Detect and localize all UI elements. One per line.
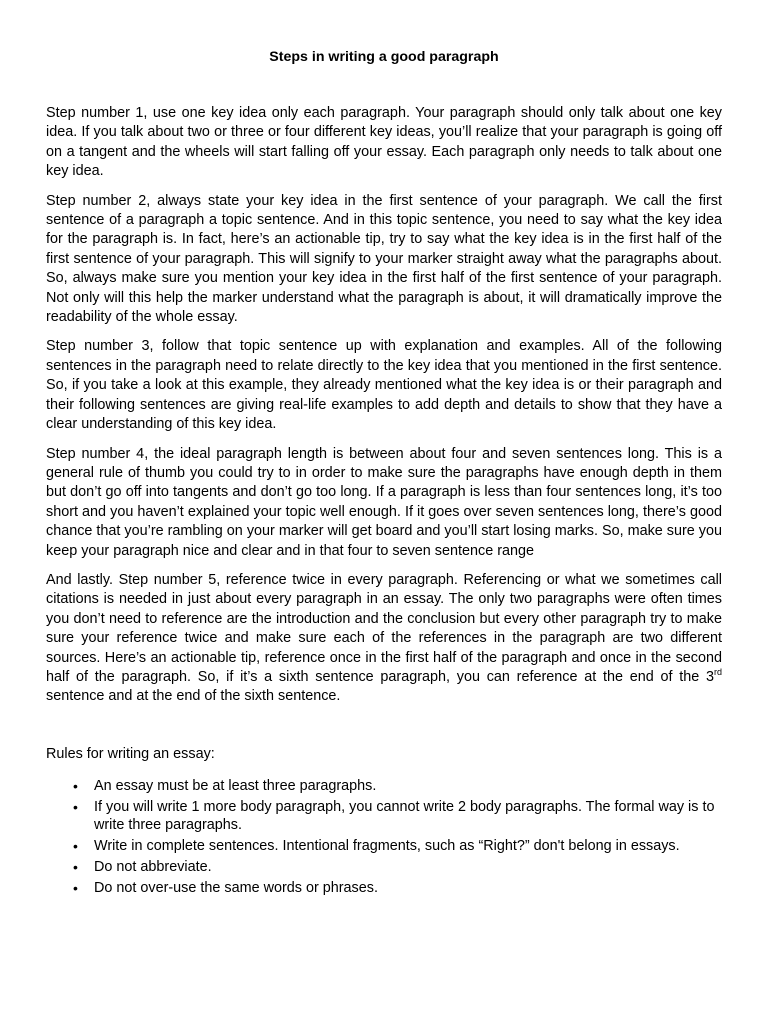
- ordinal-superscript: rd: [713, 667, 722, 678]
- paragraph-step-4: Step number 4, the ideal paragraph length is between about four and seven sentences long. This is a general rule of thumb you could try to in order to make sure the paragraphs have enough depth in them but don’t go off into tangents and don’t go too long. If a paragraph is less than four sentences long, it’s too short and you haven’t explained your topic well enough. If it goes over seven sentences long, there’s good chance that you’re rambling on your marker will get board and you’ll start losing marks. So, make sure you keep your paragraph nice and clear and in that four to seven sentence range: [46, 445, 722, 559]
- list-item: [46, 777, 722, 795]
- bullet-icon: •: [73, 778, 78, 795]
- list-item-text: An essay must be at least three paragraphs.: [94, 778, 377, 795]
- paragraph-step-3: Step number 3, follow that topic sentence up with explanation and examples. All of the following sentences in the paragraph need to relate directly to the key idea that you mentioned in the first sentence. So, if you take a look at this example, they already mentioned what the key idea is or their paragraph and their following sentences are giving real-life examples to add depth and details to show that they have a clear understanding of this key idea.: [46, 338, 722, 433]
- paragraph-step-5-text-end: sentence and at the end of the sixth sentence.: [46, 688, 341, 705]
- bullet-icon: •: [73, 859, 78, 876]
- list-item: [46, 798, 722, 834]
- list-item-text: Write in complete sentences. Intentional fragments, such as “Right?” don't belong in essays.: [94, 838, 680, 855]
- list-item-text: Do not abbreviate.: [94, 859, 212, 876]
- document-title: Steps in writing a good paragraph: [269, 49, 499, 65]
- list-item-text: Do not over-use the same words or phrases.: [94, 880, 378, 897]
- list-item: [46, 837, 722, 855]
- paragraph-step-5: [46, 571, 722, 707]
- rules-list: [46, 777, 722, 897]
- list-item: [46, 879, 722, 897]
- paragraph-step-1: Step number 1, use one key idea only each paragraph. Your paragraph should only talk about one key idea. If you talk about two or three or four different key ideas, you’ll realize that your paragraph is going off on a tangent and the wheels will start falling off your essay. Each paragraph only needs to talk about one key idea.: [46, 105, 722, 180]
- bullet-icon: •: [73, 880, 78, 897]
- list-item: [46, 858, 722, 876]
- bullet-icon: •: [73, 799, 78, 816]
- paragraph-step-5-text: And lastly. Step number 5, reference twice in every paragraph. Referencing or what we sometimes call citations is needed in just about every paragraph in an essay. The only two paragraphs were often times you don’t need to reference are the introduction and the conclusion but every other paragraph try to make sure your reference twice and make sure each of the references in the paragraph are two different sources. Here’s an actionable tip, reference once in the first half of the paragraph and once in the second half of the paragraph. So, if it’s a sixth sentence paragraph, you can reference at the end of the 3: [46, 571, 722, 685]
- list-item-text: If you will write 1 more body paragraph, you cannot write 2 body paragraphs. The formal way is to write three paragraphs.: [94, 799, 715, 834]
- bullet-icon: •: [73, 838, 78, 855]
- rules-heading: Rules for writing an essay:: [46, 745, 215, 762]
- document-page: [46, 48, 722, 900]
- paragraph-step-2: Step number 2, always state your key idea in the first sentence of your paragraph. We call the first sentence of a paragraph a topic sentence. And in this topic sentence, you need to say what the key idea for the paragraph is. In fact, here’s an actionable tip, try to say what the key idea is in the first half of the first sentence of your paragraph. This will signify to your marker straight away what the paragraphs about. So, always make sure you mention your key idea in the first half of the first sentence of your paragraph. Not only will this help the marker understand what the paragraph is about, it will dramatically improve the readability of the whole essay.: [46, 192, 722, 326]
